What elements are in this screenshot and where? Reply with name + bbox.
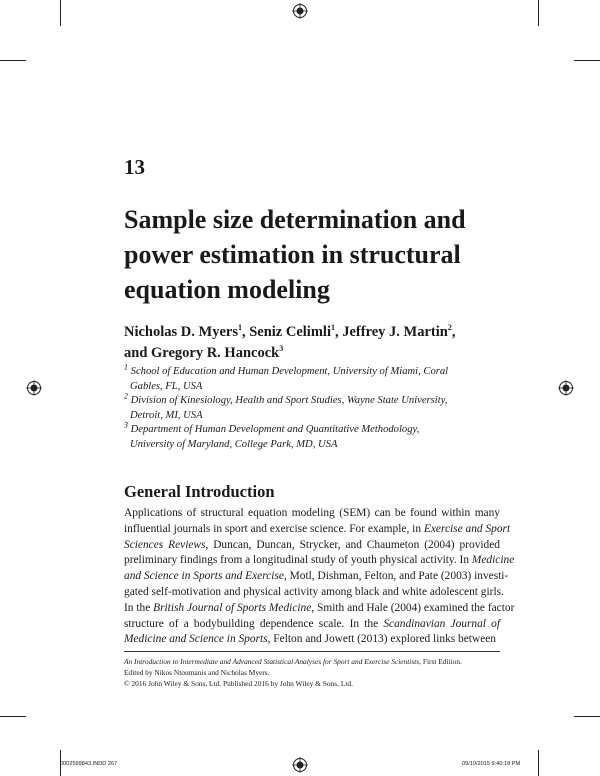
italic-run: Scandinavian Journal of (383, 617, 500, 630)
affiliation-superscript: 2 (124, 391, 128, 401)
body-line (124, 569, 509, 585)
italic-run: Sciences Reviews (124, 538, 206, 551)
crop-mark (574, 716, 600, 717)
text-run: influential journals in sport and exercise science. For example, in (124, 522, 424, 535)
chapter-title-line: Sample size determination and (124, 205, 466, 234)
author-name: , Seniz Celimli (241, 324, 331, 340)
affiliation-line: University of Maryland, College Park, MD, USA (130, 438, 338, 450)
author-line (124, 343, 504, 364)
body-line (124, 522, 511, 538)
crop-mark (0, 60, 26, 61)
author-superscript: 3 (279, 344, 284, 354)
italic-run: and Science in Sports and Exercise (124, 570, 284, 583)
footnote-line: © 2016 John Wiley & Sons, Ltd. Published 2016 by John Wiley & Sons, Ltd. (124, 679, 353, 688)
text-run: Applications of structural equation modeling (SEM) can be found within many (124, 507, 500, 519)
affiliation-line: Gables, FL, USA (130, 380, 203, 392)
italic-run: British Journal of Sports Medicine (153, 601, 312, 614)
registration-mark-icon (558, 380, 574, 396)
text-run: , Smith and Hale (2004) examined the factor (311, 601, 515, 614)
affiliation-superscript: 3 (124, 420, 128, 430)
section-heading: General Introduction (124, 482, 275, 501)
text-run: structure of a bodybuilding dependence scale. In the (124, 617, 384, 630)
body-line (124, 601, 515, 617)
chapter-title-line: power estimation in structural (124, 240, 461, 269)
affiliation-line: School of Education and Human Development, University of Miami, Coral (130, 366, 449, 377)
text-run: , Duncan, Duncan, Strycker, and Chaumeton (2004) provided (205, 538, 500, 551)
book-edition: , First Edition. (419, 657, 462, 666)
text-run: gated self-motivation and physical activity among black and white adolescent girls. (124, 585, 504, 598)
chapter-title-line: equation modeling (124, 275, 330, 304)
affiliation-line: Division of Kinesiology, Health and Sport Studies, Wayne State University, (130, 395, 448, 406)
text-run: preliminary findings from a longitudinal study of youth physical activity. In (124, 554, 472, 567)
affiliation-line: Department of Human Development and Quantitative Methodology, (130, 424, 420, 435)
print-slug-left: 0002599843.INDD 267 (60, 761, 118, 767)
author-list (124, 322, 504, 364)
author-separator: , (451, 324, 456, 340)
footnote-line (124, 656, 504, 667)
affiliation-list (124, 362, 504, 452)
affiliation (124, 362, 504, 394)
registration-mark-icon (292, 3, 308, 19)
affiliation (124, 391, 504, 423)
body-line (124, 617, 500, 633)
italic-run: Medicine and Science in Sports (124, 633, 268, 646)
crop-mark (538, 0, 539, 26)
footnote (124, 656, 504, 689)
text-run: , Motl, Dishman, Felton, and Pate (2003) investi- (283, 570, 509, 583)
body-line (124, 585, 504, 601)
body-paragraph (124, 506, 515, 648)
footer-rule (124, 651, 500, 652)
body-line (124, 506, 500, 522)
italic-run: Exercise and Sport (423, 522, 511, 535)
author-name: and Gregory R. Hancock (124, 345, 280, 361)
author-name: Nicholas D. Myers (124, 324, 238, 340)
crop-mark (0, 716, 26, 717)
author-line (124, 322, 504, 343)
text-run: , Felton and Jowett (2013) explored links between (267, 633, 497, 646)
author-superscript: 1 (237, 323, 242, 333)
body-line (124, 632, 500, 648)
affiliation-line: Detroit, MI, USA (130, 409, 203, 421)
footnote-line: Edited by Nikos Ntoumanis and Nicholas Myers. (124, 668, 270, 677)
author-superscript: 1 (330, 323, 335, 333)
body-line (124, 553, 515, 569)
crop-mark (574, 60, 600, 61)
affiliation-superscript: 1 (124, 362, 128, 372)
author-name: , Jeffrey J. Martin (334, 324, 448, 340)
text-run: In the (124, 601, 154, 614)
registration-mark-icon (26, 380, 42, 396)
registration-mark-icon (292, 757, 308, 773)
chapter-title (124, 202, 524, 307)
body-line (124, 538, 500, 554)
italic-run: Medicine (471, 554, 515, 567)
print-slug-right: 09/10/2015 9:40:18 PM (462, 761, 521, 767)
crop-mark (538, 750, 539, 776)
chapter-number: 13 (124, 155, 145, 179)
book-title: An Introduction to Intermediate and Advanced Statistical Analyses for Sport and Exercise Scientists (124, 657, 420, 666)
author-superscript: 2 (447, 323, 452, 333)
crop-mark (60, 0, 61, 26)
affiliation (124, 420, 504, 452)
